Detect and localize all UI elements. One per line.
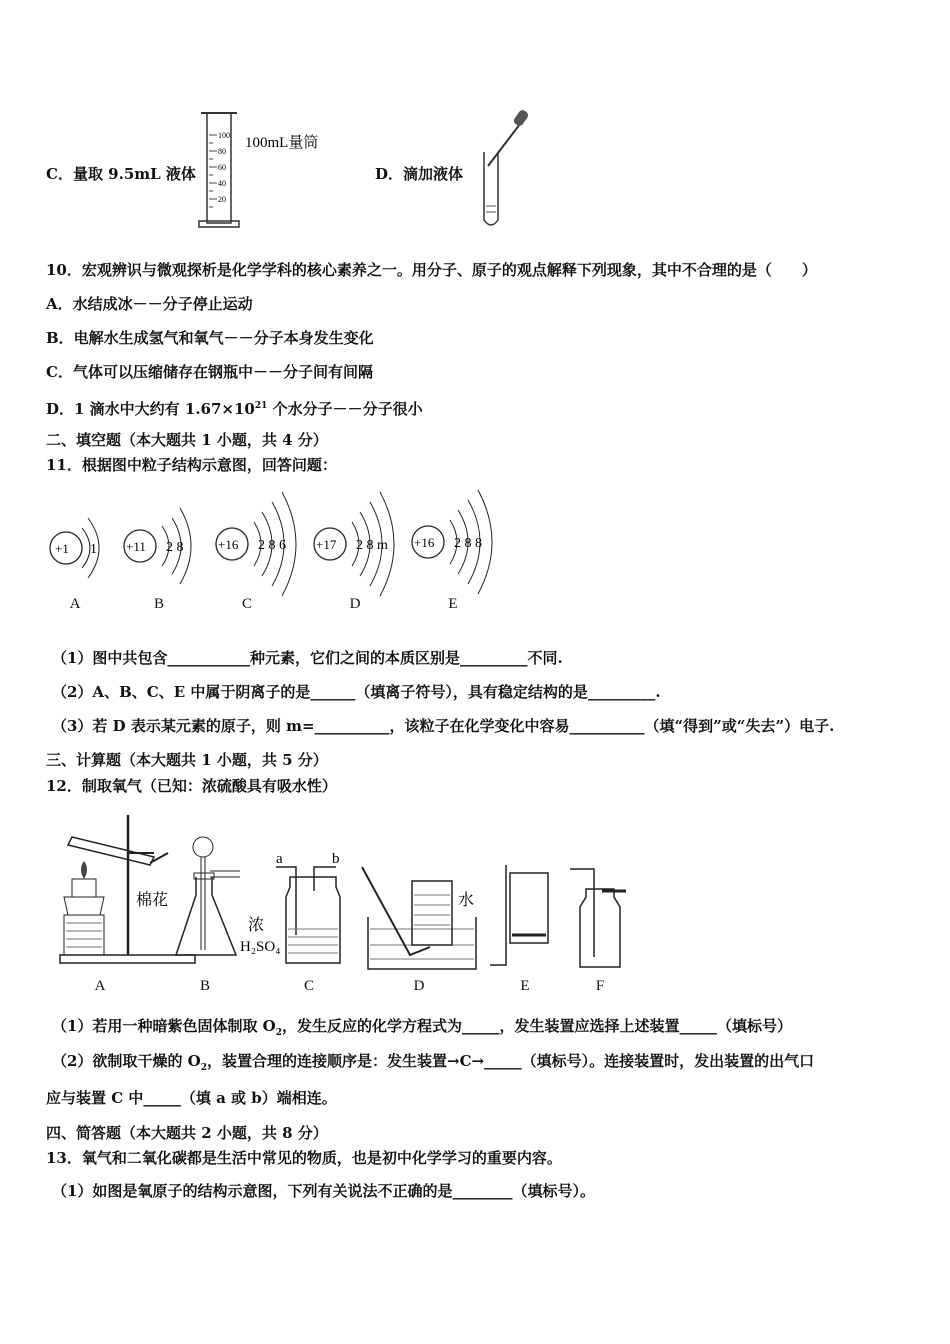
q12-part-1 xyxy=(52,1016,792,1043)
cylinder-label: 100mL量筒 xyxy=(245,135,319,151)
particle-c xyxy=(216,492,296,596)
q13-stem: 13．氧气和二氧化碳都是生活中常见的物质，也是初中化学学习的重要内容。 xyxy=(46,1149,562,1167)
apparatus-label: A xyxy=(94,978,106,994)
apparatus-a xyxy=(60,815,195,963)
cotton-label: 棉花 xyxy=(136,892,169,909)
particle-label: D xyxy=(349,596,361,612)
q12-part-1-pre: （1）若用一种暗紫色固体制取 O xyxy=(52,1017,276,1035)
graduated-cylinder-figure xyxy=(195,105,355,230)
q12-part-2-pre: （2）欲制取干燥的 O xyxy=(52,1052,201,1070)
particle-e xyxy=(412,490,492,594)
apparatus-e xyxy=(490,865,548,965)
apparatus-label: F xyxy=(595,978,605,994)
oxygen-apparatus-figure xyxy=(50,805,640,980)
q12-part-1-post: ，发生反应的化学方程式为_____，发生装置应选择上述装置_____（填标号） xyxy=(282,1017,793,1035)
q11-part-2: （2）A、B、C、E 中属于阴离子的是______（填离子符号），具有稳定结构的是_________. xyxy=(52,683,661,701)
apparatus-c xyxy=(240,851,340,963)
apparatus-f xyxy=(570,869,626,967)
particle-d-electrons: 2 8 m xyxy=(356,538,388,553)
q9-option-d: D．滴加液体 xyxy=(375,165,464,183)
particle-a-electrons: 1 xyxy=(90,542,97,557)
apparatus-label: B xyxy=(199,978,210,994)
q10-option-d-pre: D．1 滴水中大约有 1.67×10 xyxy=(46,400,255,418)
apparatus-label: C xyxy=(303,978,314,994)
port-a-label: a xyxy=(276,851,283,867)
water-label: 水 xyxy=(458,892,475,909)
particle-b-nucleus: +11 xyxy=(126,539,146,554)
q13-part-1: （1）如图是氧原子的结构示意图，下列有关说法不正确的是________（填标号）。 xyxy=(52,1182,595,1200)
cylinder-tick: 40 xyxy=(218,179,226,188)
section-2-heading: 二、填空题（本大题共 1 小题，共 4 分） xyxy=(46,431,328,449)
section-4-heading: 四、简答题（本大题共 2 小题，共 8 分） xyxy=(46,1124,328,1142)
cylinder-tick: 80 xyxy=(218,147,226,156)
q10-stem: 10．宏观辨识与微观探析是化学学科的核心素养之一。用分子、原子的观点解释下列现象，其中不合理的是（ ） xyxy=(46,261,817,279)
q10-option-d xyxy=(46,396,423,419)
dropper-test-tube-figure xyxy=(478,108,538,233)
particle-e-nucleus: +16 xyxy=(414,535,435,550)
apparatus-d xyxy=(362,867,476,969)
q10-option-c: C．气体可以压缩储存在钢瓶中－－分子间有间隔 xyxy=(46,363,373,381)
particle-a xyxy=(50,518,99,578)
cylinder-tick: 20 xyxy=(218,195,226,204)
q12-part-1-sub: 2 xyxy=(275,1028,282,1038)
particle-d-nucleus: +17 xyxy=(316,537,337,552)
apparatus-label: E xyxy=(520,978,530,994)
q12-part-2 xyxy=(52,1051,814,1078)
particle-label: B xyxy=(153,596,164,612)
q11-stem: 11．根据图中粒子结构示意图，回答问题： xyxy=(46,456,337,474)
particle-label: A xyxy=(69,596,81,612)
q10-option-d-post: 个水分子－－分子很小 xyxy=(267,400,423,418)
particle-b xyxy=(124,508,191,584)
q12-part-2-continued: 应与装置 C 中_____（填 a 或 b）端相连。 xyxy=(46,1089,337,1107)
q12-part-2-sub: 2 xyxy=(200,1063,207,1073)
particle-label: C xyxy=(241,596,252,612)
particle-b-electrons: 2 8 xyxy=(166,540,184,555)
apparatus-b xyxy=(176,837,240,955)
q10-option-d-exp: 21 xyxy=(254,401,268,411)
q12-part-2-post: ，装置合理的连接顺序是：发生装置→C→_____（填标号）。连接装置时，发出装置的出气口 xyxy=(207,1052,815,1070)
particle-d xyxy=(314,492,394,596)
particle-label: E xyxy=(448,596,458,612)
h2so4-label: H₂SO₄ xyxy=(240,939,281,955)
cylinder-tick: 100 xyxy=(218,131,230,140)
particle-c-nucleus: +16 xyxy=(218,537,239,552)
particle-a-nucleus: +1 xyxy=(55,541,69,556)
particle-c-electrons: 2 8 6 xyxy=(258,538,286,553)
q9-option-c: C．量取 9.5mL 液体 xyxy=(46,165,196,183)
q11-part-1: （1）图中共包含___________种元素，它们之间的本质区别是_________不同. xyxy=(52,649,563,667)
q10-option-b: B．电解水生成氢气和氧气－－分子本身发生变化 xyxy=(46,329,374,347)
conc-label: 浓 xyxy=(248,917,265,934)
q10-option-a: A．水结成冰－－分子停止运动 xyxy=(46,295,253,313)
port-b-label: b xyxy=(332,851,340,867)
cylinder-tick: 60 xyxy=(218,163,226,172)
particle-e-electrons: 2 8 8 xyxy=(454,536,482,551)
apparatus-label: D xyxy=(413,978,425,994)
q11-part-3: （3）若 D 表示某元素的原子，则 m=__________，该粒子在化学变化中容易__________（填“得到”或“失去”）电子. xyxy=(52,717,835,735)
q12-stem: 12．制取氧气（已知：浓硫酸具有吸水性） xyxy=(46,777,337,795)
section-3-heading: 三、计算题（本大题共 1 小题，共 5 分） xyxy=(46,751,328,769)
